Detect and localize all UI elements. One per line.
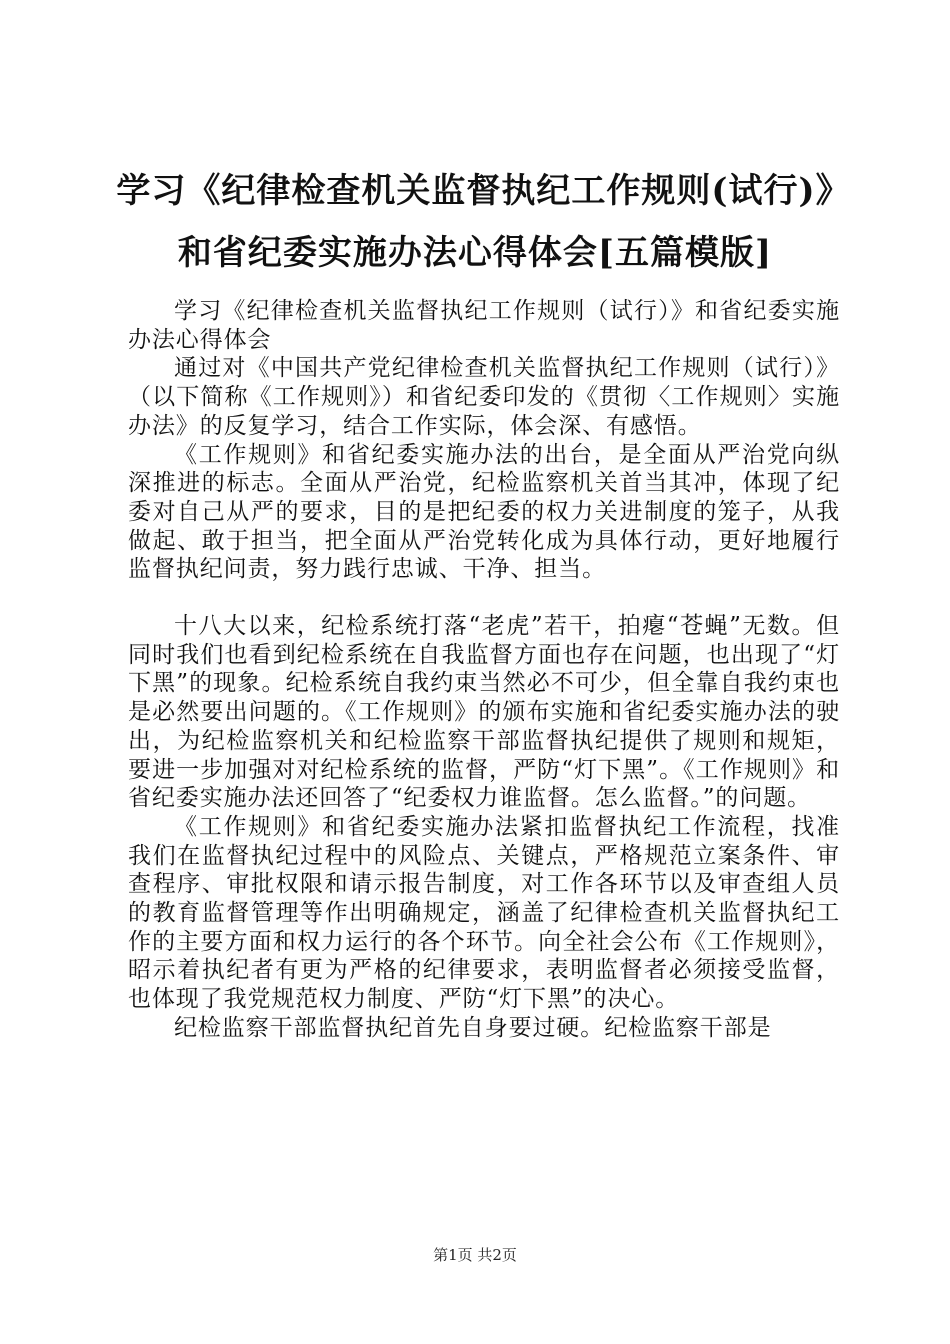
paragraph-gap — [128, 584, 840, 612]
paragraph-cadre: 纪检监察干部监督执纪首先自身要过硬。纪检监察干部是 — [174, 1014, 772, 1041]
paragraph-workflow: 《工作规则》和省纪委实施办法紧扣监督执纪工作流程，找准我们在监督执纪过程中的风险点、关键点，严格规范立案条件、审查程序、审批权限和请示报告制度，对工作各环节以及审查组人员的教育监督管理等作出明确规定，涵盖了纪律检查机关监督执纪工作的主要方面和权力运行的各个环节。向全社会公布《工作规则》，昭示着执纪者有更为严格的纪律要求，表明监督者必须接受监督，也体现了我党规范权力制度、严防“灯下黑”的决心。 — [128, 813, 840, 1013]
document-title: 学习《纪律检查机关监督执纪工作规则(试行)》和省纪委实施办法心得体会[五篇模版] — [116, 171, 834, 273]
paragraph-significance: 《工作规则》和省纪委实施办法的出台，是全面从严治党向纵深推进的标志。全面从严治党，纪检监察机关首当其冲，体现了纪委对自己从严的要求，目的是把纪委的权力关进制度的笼子，从我做起、敢于担当，把全面从严治党转化成为具体行动，更好地履行监督执纪问责，努力践行忠诚、干净、担当。 — [128, 441, 840, 583]
page-number: 第1页 共2页 — [433, 1246, 517, 1264]
paragraph-subtitle: 学习《纪律检查机关监督执纪工作规则（试行）》和省纪委实施办法心得体会 — [128, 298, 840, 353]
paragraph-intro: 通过对《中国共产党纪律检查机关监督执纪工作规则（试行）》（以下简称《工作规则》）和省纪委印发的《贯彻〈工作规则〉实施办法》的反复学习，结合工作实际，体会深、有感悟。 — [128, 355, 840, 439]
document-body — [128, 297, 840, 1043]
paragraph-self-supervision: 十八大以来，纪检系统打落“老虎”若干，拍瘪“苍蝇”无数。但同时我们也看到纪检系统在自我监督方面也存在问题，也出现了“灯下黑”的现象。纪检系统自我约束当然必不可少，但全靠自我约束也是必然要出问题的。《工作规则》的颁布实施和省纪委实施办法的驶出，为纪检监察机关和纪检监察干部监督执纪提供了规则和规矩，要进一步加强对对纪检系统的监督，严防“灯下黑”。《工作规则》和省纪委实施办法还回答了“纪委权力谁监督。怎么监督。”的问题。 — [128, 613, 840, 812]
